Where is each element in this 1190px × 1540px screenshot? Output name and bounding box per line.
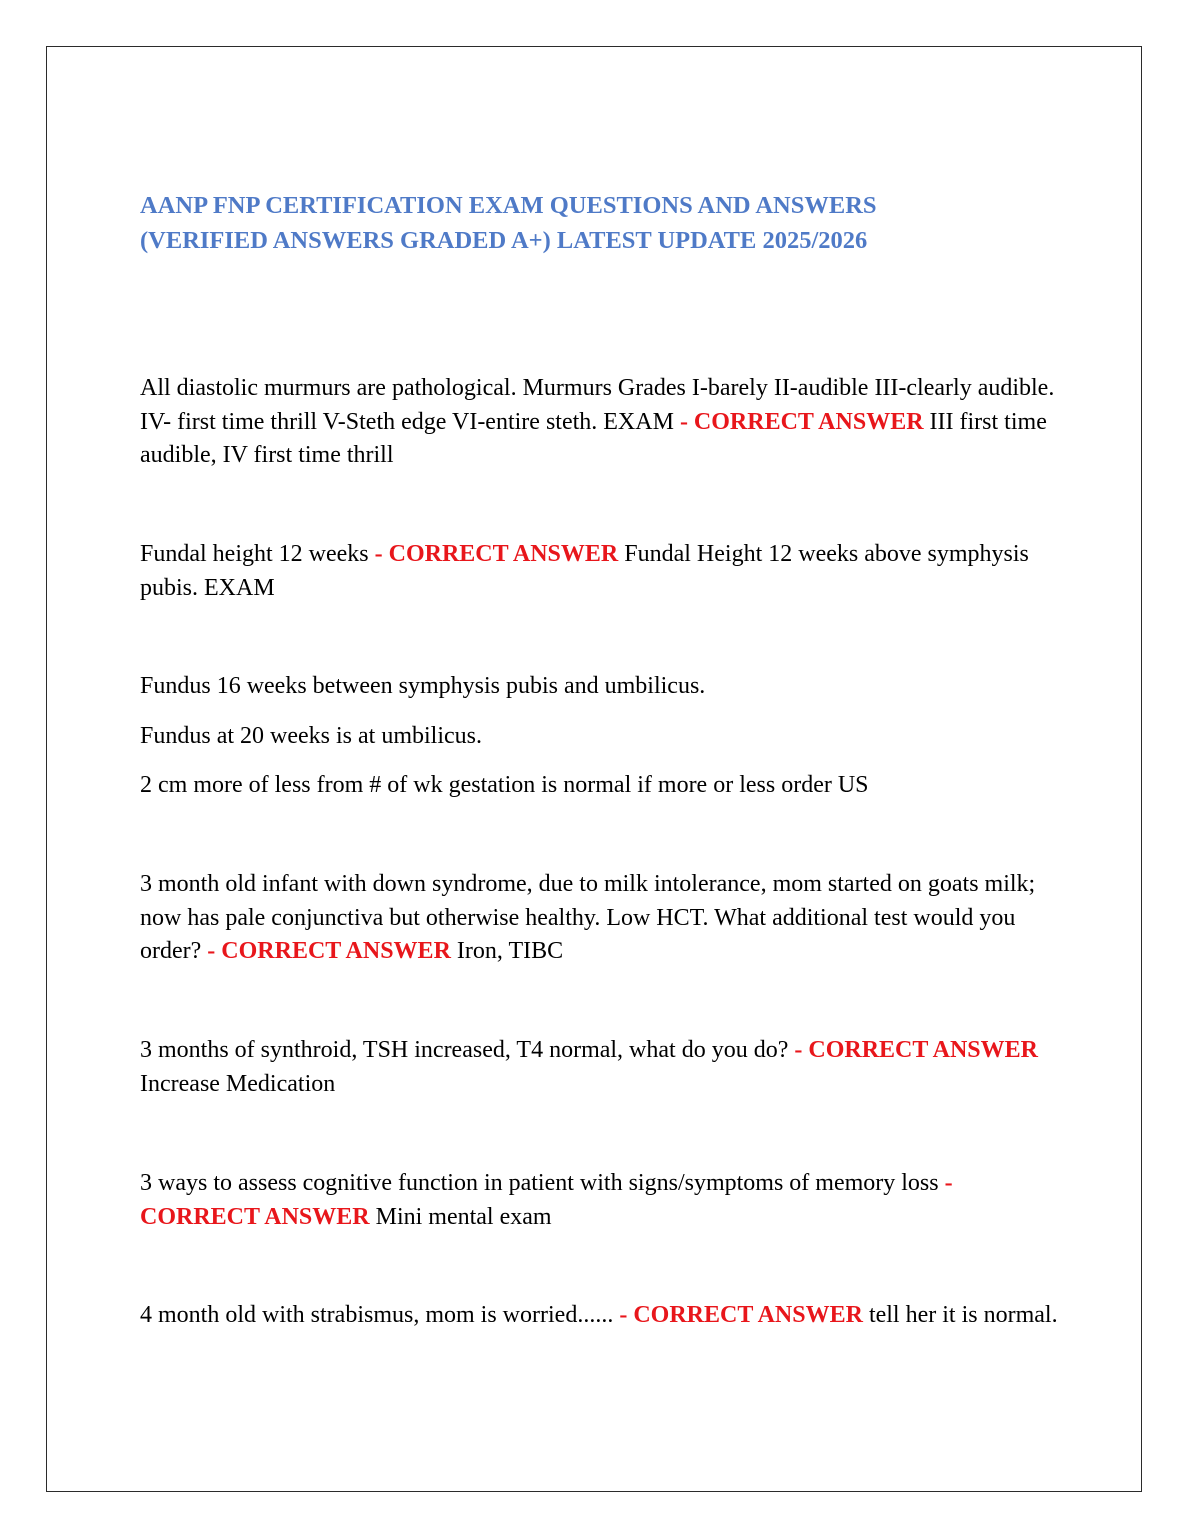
answer-text: III first time audible, IV first time thrill bbox=[140, 408, 1047, 468]
note-fundus-16-weeks: Fundus 16 weeks between symphysis pubis and umbilicus. bbox=[140, 673, 706, 699]
answer-text: tell her it is normal. bbox=[862, 1302, 1058, 1328]
question-text: 3 month old infant with down syndrome, due to milk intolerance, mom started on goats milk; now has pale conjunctiva but otherwise healthy. Low HCT. What additional test would you order? bbox=[140, 871, 1036, 964]
correct-answer-label: - CORRECT ANSWER bbox=[619, 1302, 863, 1328]
question-text: 3 ways to assess cognitive function in patient with signs/symptoms of memory loss bbox=[140, 1170, 945, 1196]
question-text: All diastolic murmurs are pathological. Murmurs Grades I-barely II-audible III-clearly audible. IV- first time thrill V-Steth edge VI-entire steth. EXAM bbox=[140, 375, 1055, 435]
note-gestation-cm: 2 cm more of less from # of wk gestation is normal if more or less order US bbox=[140, 772, 869, 798]
correct-answer-label: - CORRECT ANSWER bbox=[140, 1170, 953, 1230]
correct-answer-label: - CORRECT ANSWER bbox=[679, 408, 924, 435]
correct-answer-label: - CORRECT ANSWER bbox=[207, 938, 451, 964]
question-text: 3 months of synthroid, TSH increased, T4 normal, what do you do? bbox=[140, 1037, 795, 1063]
qa-entry-murmurs bbox=[140, 372, 1060, 473]
correct-answer-label: - CORRECT ANSWER bbox=[374, 541, 619, 567]
answer-text: Iron, TIBC bbox=[450, 938, 564, 964]
qa-entry-down-syndrome bbox=[140, 868, 1060, 969]
document-title bbox=[140, 188, 1040, 258]
answer-text: Mini mental exam bbox=[369, 1203, 552, 1230]
question-text: Fundal height 12 weeks bbox=[140, 541, 375, 567]
correct-answer-label: - CORRECT ANSWER bbox=[794, 1037, 1038, 1063]
title-line-1: AANP FNP CERTIFICATION EXAM QUESTIONS AND ANSWERS bbox=[140, 192, 877, 219]
qa-entry-strabismus bbox=[140, 1299, 1060, 1333]
qa-entry-synthroid bbox=[140, 1034, 1060, 1101]
question-text: 4 month old with strabismus, mom is worried...... bbox=[140, 1302, 620, 1328]
qa-entry-fundal-height bbox=[140, 538, 1060, 605]
answer-text: Fundal Height 12 weeks above symphysis pubis. EXAM bbox=[140, 541, 1029, 601]
title-line-2: (VERIFIED ANSWERS GRADED A+) LATEST UPDATE 2025/2026 bbox=[140, 227, 868, 254]
answer-text: Increase Medication bbox=[140, 1070, 336, 1097]
note-fundus-20-weeks: Fundus at 20 weeks is at umbilicus. bbox=[140, 723, 482, 749]
qa-entry-cognitive-function bbox=[140, 1167, 1060, 1234]
